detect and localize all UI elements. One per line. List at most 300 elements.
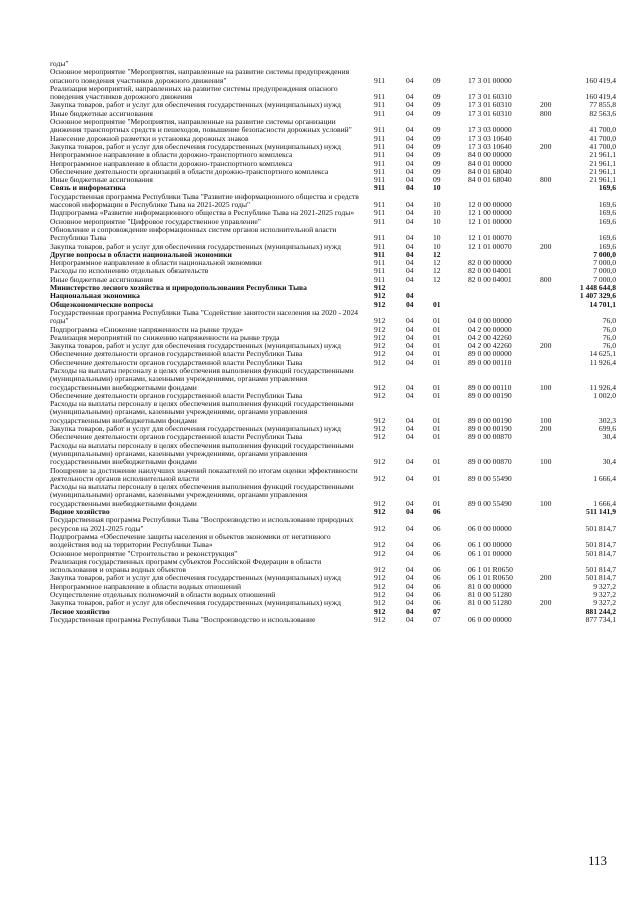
row-section: 04: [406, 424, 414, 434]
row-subsection: 12: [433, 266, 441, 276]
row-amount: 11 926,4: [589, 382, 616, 392]
row-admin-code: 912: [374, 565, 386, 575]
row-section: 04: [406, 258, 414, 268]
row-amount: 1 666,4: [593, 473, 616, 483]
row-target-article: [468, 301, 540, 309]
row-name: Государственная программа Республики Тыва "Воспроизводство и использование природных ресурсов на 2021-2025 годы": [50, 515, 354, 533]
row-name: Непрограммное направление в области национальной экономики: [50, 258, 262, 268]
row-amount: 169,6: [598, 200, 616, 210]
row-section: 04: [406, 299, 414, 309]
row-subsection: 01: [433, 390, 441, 400]
table-row: [50, 442, 616, 467]
row-expense-type: 800: [540, 108, 552, 118]
row-subsection: 06: [433, 548, 441, 558]
row-section: 04: [406, 216, 414, 226]
row-admin-code: 911: [374, 100, 386, 110]
row-expense-type: 100: [540, 498, 552, 508]
row-target-article: 06 0 00 00000: [468, 523, 512, 533]
row-expense-type: 200: [540, 341, 552, 351]
row-subsection: 01: [433, 457, 441, 467]
row-subsection: 01: [433, 299, 441, 309]
row-section: 04: [406, 415, 414, 425]
budget-table-page: [50, 59, 616, 624]
row-target-article: 04 2 00 42260: [468, 341, 512, 351]
row-admin-code: 912: [374, 548, 386, 558]
row-name: Реализация мероприятий по снижению напряженности на рынке труда: [50, 332, 280, 342]
row-subsection: 01: [433, 473, 441, 483]
row-name: Подпрограмма «Развитие информационного общества в Республике Тыва на 2021-2025 годы»: [50, 208, 355, 218]
row-amount: 9 327,2: [593, 590, 616, 599]
row-amount: 160 419,4: [585, 92, 616, 102]
row-name: Водное хозяйство: [50, 507, 110, 517]
row-target-article: 89 0 00 00870: [468, 432, 512, 442]
row-name: Обеспечение деятельности органов государственной власти Республики Тыва: [50, 357, 303, 367]
table-row: [50, 193, 616, 210]
row-amount: 14 625,1: [589, 349, 616, 359]
row-target-article: [468, 184, 540, 192]
row-section: 04: [406, 175, 414, 185]
row-admin-code: 912: [374, 332, 386, 342]
row-expense-type: [540, 193, 568, 210]
row-admin-code: 911: [374, 274, 386, 284]
row-expense-type: [540, 467, 568, 484]
row-section: 04: [406, 507, 414, 517]
row-target-article: 89 0 00 00110: [468, 357, 512, 367]
row-admin-code: 912: [374, 283, 386, 293]
row-amount: 501 814,7: [585, 523, 616, 533]
row-admin-code: 911: [374, 125, 386, 135]
row-subsection: 06: [433, 581, 441, 591]
table-row: [50, 309, 616, 326]
row-admin-code: 912: [374, 581, 386, 591]
row-expense-type: [540, 209, 568, 217]
row-name: Министерство лесного хозяйства и природопользования Республики Тыва: [50, 283, 307, 293]
row-name: Национальная экономика: [50, 291, 140, 301]
row-section: 04: [406, 100, 414, 110]
row-target-article: 81 0 00 00000: [468, 581, 512, 591]
row-expense-type: 800: [540, 175, 552, 185]
row-expense-type: [540, 616, 568, 624]
row-amount: 169,6: [598, 216, 616, 226]
row-target-article: [468, 292, 540, 300]
row-admin-code: 911: [374, 92, 386, 102]
row-section: 04: [406, 108, 414, 118]
row-subsection: 01: [433, 341, 441, 351]
row-target-article: 89 0 00 00000: [468, 349, 512, 359]
row-expense-type: 200: [540, 141, 552, 151]
row-admin-code: 912: [374, 424, 386, 434]
row-target-article: 84 0 01 00000: [468, 158, 512, 168]
row-subsection: 12: [433, 258, 441, 268]
row-target-article: 84 0 00 00000: [468, 150, 512, 160]
row-subsection: 09: [433, 92, 441, 102]
row-admin-code: 912: [374, 291, 386, 301]
row-section: 04: [406, 332, 414, 342]
row-section: [406, 60, 433, 68]
row-admin-code: 912: [374, 507, 386, 517]
row-amount: 7 000,0: [593, 249, 616, 259]
row-admin-code: 912: [374, 415, 386, 425]
table-row: [50, 533, 616, 550]
row-target-article: 89 0 00 00110: [468, 382, 512, 392]
row-admin-code: 912: [374, 382, 386, 392]
row-section: 04: [406, 158, 414, 168]
row-target-article: [468, 60, 540, 68]
row-section: 04: [406, 324, 414, 334]
row-subsection: 01: [433, 498, 441, 508]
row-expense-type: [540, 251, 568, 259]
row-name: Подпрограмма «Обеспечение защиты населения и объектов экономики от негативного воздействия вод на территории Республики Тыва»: [50, 531, 331, 550]
row-target-article: 82 0 00 04001: [468, 274, 512, 284]
row-expense-type: [540, 533, 568, 550]
row-subsection: 07: [433, 614, 441, 624]
row-subsection: 06: [433, 573, 441, 583]
row-target-article: 81 0 00 51280: [468, 598, 512, 608]
row-expense-type: [540, 516, 568, 533]
row-subsection: 09: [433, 175, 441, 185]
budget-table: [50, 60, 616, 624]
row-section: 04: [406, 291, 414, 301]
row-section: 04: [406, 274, 414, 284]
row-admin-code: 911: [374, 75, 386, 85]
row-amount: 1 448 644,8: [579, 283, 616, 293]
row-amount: 501 814,7: [585, 565, 616, 575]
table-row: [50, 516, 616, 533]
row-admin-code: 911: [374, 158, 386, 168]
row-subsection: 09: [433, 166, 441, 176]
row-section: 04: [406, 249, 414, 259]
row-amount: 1 407 329,6: [579, 291, 616, 301]
row-amount: 41 700,0: [589, 141, 616, 151]
row-expense-type: 200: [540, 424, 552, 434]
table-row: [50, 400, 616, 425]
row-name: Осуществление отдельных полномочий в области водных отношений: [50, 590, 276, 599]
row-section: 04: [406, 341, 414, 351]
budget-table-body: [50, 60, 616, 624]
row-amount: 82 563,6: [589, 108, 616, 118]
row-admin-code: 912: [374, 457, 386, 467]
row-target-article: 12 1 01 00000: [468, 216, 512, 226]
row-target-article: 17 3 03 10640: [468, 133, 512, 143]
row-subsection: 09: [433, 100, 441, 110]
row-admin-code: 912: [374, 540, 386, 550]
row-admin-code: 911: [374, 175, 386, 185]
row-expense-type: [540, 292, 568, 300]
row-subsection: 01: [433, 357, 441, 367]
row-amount: 76,0: [602, 324, 616, 334]
row-name: Основное мероприятие "Мероприятия, направленные на развитие системы организации движения транспортных средств и пешеходов, повышение безопасности дорожных условий": [50, 117, 352, 135]
row-amount: 7 000,0: [593, 258, 616, 268]
row-section: 04: [406, 133, 414, 143]
row-target-article: 12 0 00 00000: [468, 200, 512, 210]
row-name: Иные бюджетные ассигнования: [50, 175, 153, 185]
row-target-article: 17 3 03 10640: [468, 141, 512, 151]
row-name: Общеэкономические вопросы: [50, 299, 154, 309]
row-section: 04: [406, 125, 414, 135]
row-admin-code: 911: [374, 241, 386, 251]
row-subsection: 10: [433, 183, 441, 193]
row-expense-type: [540, 68, 568, 85]
row-admin-code: 911: [374, 266, 386, 276]
row-target-article: 89 0 00 00190: [468, 390, 512, 400]
row-name: Другие вопросы в области национальной экономики: [50, 249, 232, 259]
row-name: Основное мероприятие "Цифровое государственное управление": [50, 216, 261, 226]
row-admin-code: 911: [374, 200, 386, 210]
row-target-article: [468, 508, 540, 516]
row-subsection: 09: [433, 141, 441, 151]
row-target-article: 12 1 01 00070: [468, 241, 512, 251]
row-section: 04: [406, 183, 414, 193]
row-admin-code: 912: [374, 341, 386, 351]
row-target-article: 17 3 03 00000: [468, 125, 512, 135]
table-row: [50, 467, 616, 484]
row-amount: 41 700,0: [589, 125, 616, 135]
row-subsection: 09: [433, 150, 441, 160]
row-name: Государственная программа Республики Тыва "Содействие занятости населения на 2020 - 2024 годы": [50, 307, 359, 326]
row-target-article: 89 0 00 55490: [468, 498, 512, 508]
row-section: 04: [406, 141, 414, 151]
row-amount: 21 961,1: [589, 150, 616, 160]
row-subsection: 09: [433, 125, 441, 135]
row-amount: 21 961,1: [589, 158, 616, 168]
row-subsection: 12: [433, 249, 441, 259]
row-amount: 501 814,7: [585, 573, 616, 583]
row-section: 04: [406, 540, 414, 550]
row-subsection: [433, 284, 468, 292]
row-admin-code: 912: [374, 432, 386, 442]
row-section: 04: [406, 457, 414, 467]
row-name: Нанесение дорожной разметки и установка дорожных знаков: [50, 133, 249, 143]
row-amount: 511 141,9: [586, 507, 616, 517]
row-subsection: 09: [433, 133, 441, 143]
row-expense-type: [540, 118, 568, 135]
row-expense-type: [540, 151, 568, 159]
row-target-article: 17 3 01 60310: [468, 108, 512, 118]
row-amount: 699,6: [598, 424, 616, 434]
row-name: Расходы на выплаты персоналу в целях обеспечения выполнения функций государственными (муниципальными) органами, казенными учреждениями, органами управления государственными внебюджетными фондами: [50, 440, 354, 467]
row-amount: 9 327,2: [593, 598, 616, 608]
row-amount: 169,6: [598, 241, 616, 251]
row-expense-type: [540, 85, 568, 102]
row-expense-type: [540, 392, 568, 400]
row-amount: 1 002,0: [593, 390, 616, 400]
row-name: Закупка товаров, работ и услуг для обеспечения государственных (муниципальных) нужд: [50, 573, 341, 583]
row-section: 04: [406, 75, 414, 85]
row-name: Обновление и сопровождение информационных систем органов исполнительной власти Республики Тыва: [50, 224, 337, 243]
row-expense-type: 200: [540, 100, 552, 110]
row-expense-type: [540, 350, 568, 358]
row-amount: 14 701,1: [589, 299, 616, 309]
row-subsection: 01: [433, 324, 441, 334]
row-name: Основное мероприятие "Мероприятия, направленные на развитие системы предупреждения опасного поведения участников дорожного движения": [50, 67, 350, 85]
row-section: 04: [406, 208, 414, 218]
table-row: [50, 558, 616, 575]
row-amount: 501 814,7: [585, 548, 616, 558]
row-subsection: 09: [433, 75, 441, 85]
row-section: 04: [406, 590, 414, 599]
row-subsection: 01: [433, 332, 441, 342]
row-subsection: 06: [433, 598, 441, 608]
row-target-article: 06 1 01 R0650: [468, 565, 513, 575]
row-target-article: [468, 284, 540, 292]
row-section: 04: [406, 523, 414, 533]
row-admin-code: 912: [374, 573, 386, 583]
row-target-article: 82 0 00 04001: [468, 266, 512, 276]
table-row: [50, 367, 616, 392]
page-number: 113: [588, 853, 608, 868]
row-admin-code: 912: [374, 316, 386, 326]
row-expense-type: 200: [540, 241, 552, 251]
row-target-article: 84 0 01 68040: [468, 166, 512, 176]
row-admin-code: 912: [374, 473, 386, 483]
row-name: Закупка товаров, работ и услуг для обеспечения государственных (муниципальных) нужд: [50, 241, 341, 251]
row-subsection: 01: [433, 349, 441, 359]
row-name: Закупка товаров, работ и услуг для обеспечения государственных (муниципальных) нужд: [50, 100, 341, 110]
table-row: [50, 176, 616, 184]
row-subsection: 09: [433, 158, 441, 168]
row-amount: 76,0: [602, 341, 616, 351]
row-expense-type: [540, 259, 568, 267]
row-amount: [568, 60, 616, 68]
row-amount: 7 000,0: [593, 266, 616, 276]
row-target-article: 06 0 00 00000: [468, 614, 512, 624]
row-amount: 169,6: [598, 233, 616, 243]
row-amount: 169,6: [598, 208, 616, 218]
row-section: 04: [406, 473, 414, 483]
row-section: 04: [406, 200, 414, 210]
row-target-article: 06 1 01 00000: [468, 548, 512, 558]
row-expense-type: [540, 359, 568, 367]
row-target-article: 17 3 01 60310: [468, 92, 512, 102]
row-target-article: 89 0 00 00870: [468, 457, 512, 467]
row-section: 04: [406, 316, 414, 326]
row-expense-type: [540, 226, 568, 243]
row-subsection: 10: [433, 200, 441, 210]
row-section: 04: [406, 349, 414, 359]
table-row: [50, 483, 616, 508]
table-row: [50, 226, 616, 243]
row-section: 04: [406, 390, 414, 400]
row-admin-code: 912: [374, 590, 386, 599]
row-target-article: 89 0 00 55490: [468, 473, 512, 483]
row-expense-type: [540, 583, 568, 591]
row-expense-type: 800: [540, 274, 552, 284]
row-name: Непрограммное направление в области водных отношений: [50, 581, 242, 591]
row-section: 04: [406, 581, 414, 591]
row-target-article: 81 0 00 51280: [468, 590, 512, 599]
row-admin-code: 912: [374, 498, 386, 508]
row-amount: 9 327,2: [593, 581, 616, 591]
row-target-article: 84 0 01 68040: [468, 175, 512, 185]
row-target-article: 04 2 00 00000: [468, 324, 512, 334]
row-name: Закупка товаров, работ и услуг для обеспечения государственных (муниципальных) нужд: [50, 341, 341, 351]
row-admin-code: 911: [374, 166, 386, 176]
row-expense-type: 100: [540, 457, 552, 467]
row-amount: 11 926,4: [589, 357, 616, 367]
row-amount: 7 000,0: [593, 274, 616, 284]
row-name: Расходы на выплаты персоналу в целях обеспечения выполнения функций государственными (муниципальными) органами, казенными учреждениями, органами управления государственными внебюджетными фондами: [50, 365, 354, 392]
row-expense-type: [540, 550, 568, 558]
row-section: 04: [406, 614, 414, 624]
row-expense-type: [540, 558, 568, 575]
row-name: Иные бюджетные ассигнования: [50, 108, 153, 118]
row-name: Иные бюджетные ассигнования: [50, 274, 153, 284]
row-amount: 76,0: [602, 332, 616, 342]
table-row: [50, 599, 616, 607]
row-section: 04: [406, 548, 414, 558]
row-amount: 160 419,4: [585, 75, 616, 85]
row-admin-code: 911: [374, 141, 386, 151]
row-admin-code: 912: [374, 523, 386, 533]
row-section: 04: [406, 573, 414, 583]
row-expense-type: 200: [540, 573, 552, 583]
row-section: 04: [406, 92, 414, 102]
row-target-article: 82 0 00 00000: [468, 258, 512, 268]
row-target-article: 12 1 00 00000: [468, 208, 512, 218]
row-admin-code: 912: [374, 598, 386, 608]
row-amount: 21 961,1: [589, 166, 616, 176]
row-subsection: 06: [433, 565, 441, 575]
row-expense-type: [540, 608, 568, 616]
row-amount: 302,3: [598, 415, 616, 425]
row-name: Связь и информатика: [50, 183, 126, 193]
row-amount: 30,4: [602, 432, 616, 442]
row-target-article: 89 0 00 00190: [468, 424, 512, 434]
row-section: 04: [406, 598, 414, 608]
table-row: [50, 68, 616, 85]
row-admin-code: [374, 60, 406, 68]
row-amount: 877 734,1: [585, 614, 616, 624]
row-amount: 76,0: [602, 316, 616, 326]
row-target-article: 06 1 00 00000: [468, 540, 512, 550]
row-subsection: 01: [433, 432, 441, 442]
row-expense-type: [540, 160, 568, 168]
row-name: Обеспечение деятельности органов государственной власти Республики Тыва: [50, 432, 303, 442]
row-name: Подпрограмма «Снижение напряженности на рынке труда»: [50, 324, 244, 334]
row-name: Государственная программа Республики Тыва "Воспроизводство и использование: [50, 614, 316, 624]
row-name: годы": [50, 59, 69, 68]
row-amount: 21 961,1: [589, 175, 616, 185]
row-subsection: 06: [433, 507, 441, 517]
row-amount: 41 700,0: [589, 133, 616, 143]
row-name: Закупка товаров, работ и услуг для обеспечения государственных (муниципальных) нужд: [50, 141, 341, 151]
row-amount: 30,4: [602, 457, 616, 467]
row-name: Обеспечение деятельности организаций в области дорожно-транспортного комплекса: [50, 166, 329, 176]
row-section: 04: [406, 498, 414, 508]
row-target-article: 06 1 01 R0650: [468, 573, 513, 583]
row-admin-code: 912: [374, 324, 386, 334]
row-target-article: 17 3 01 00000: [468, 75, 512, 85]
row-name: Закупка товаров, работ и услуг для обеспечения государственных (муниципальных) нужд: [50, 598, 341, 608]
row-admin-code: 912: [374, 614, 386, 624]
row-admin-code: 911: [374, 249, 385, 259]
row-admin-code: 911: [374, 183, 385, 193]
row-target-article: 04 0 00 00000: [468, 316, 512, 326]
row-name: Расходы по исполнению отдельных обязательств: [50, 266, 209, 276]
row-expense-type: [540, 284, 568, 292]
row-name: Непрограммное направление в области дорожно-транспортного комплекса: [50, 158, 293, 168]
row-target-article: 17 3 01 60310: [468, 100, 512, 110]
row-section: 04: [406, 150, 414, 160]
row-section: 04: [406, 606, 414, 616]
row-subsection: 06: [433, 523, 441, 533]
row-admin-code: 912: [374, 349, 386, 359]
row-name: Государственная программа Республики Тыва "Развитие информационного общества и средств массовой информации в Республике Тыва на 2021-2025 годы": [50, 191, 359, 210]
row-expense-type: [540, 326, 568, 334]
row-subsection: 06: [433, 590, 441, 599]
row-section: 04: [406, 565, 414, 575]
table-row: [50, 85, 616, 102]
